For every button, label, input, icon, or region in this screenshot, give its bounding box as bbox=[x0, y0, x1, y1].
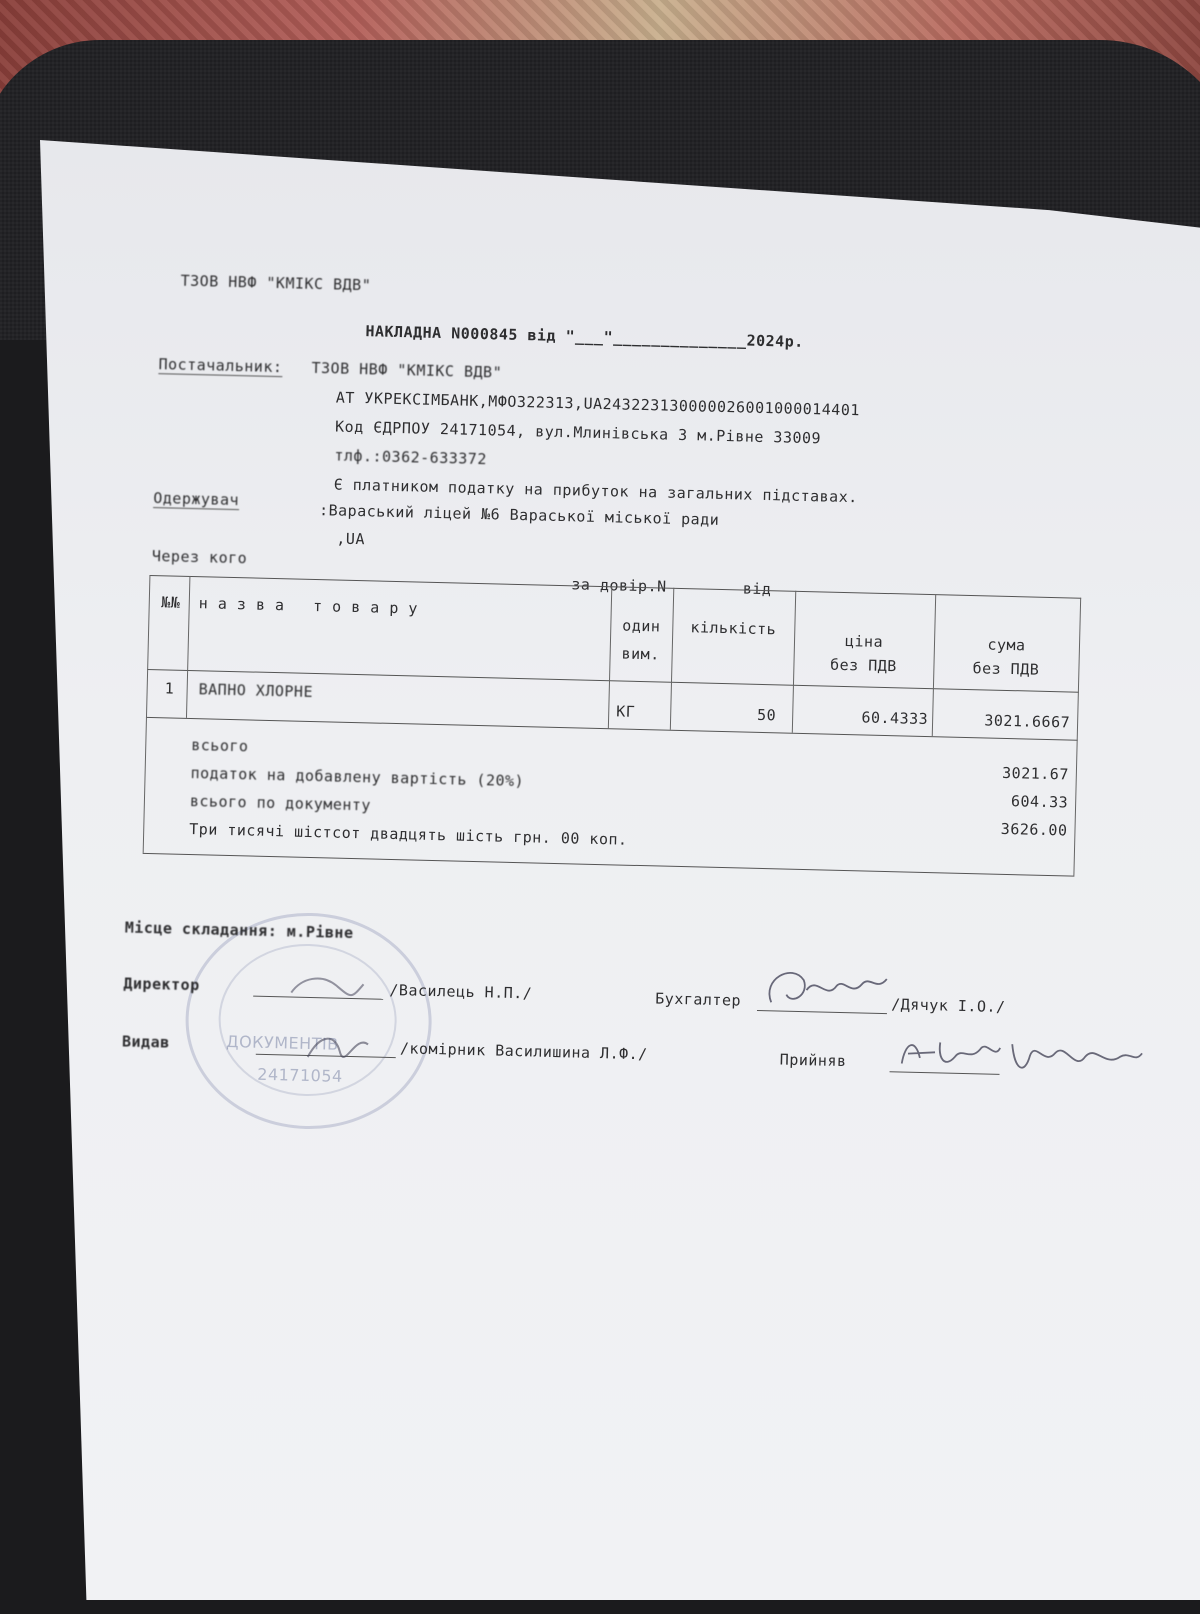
header-unit-2: вим. bbox=[621, 644, 660, 664]
director-signature bbox=[291, 978, 363, 996]
row-unit: КГ bbox=[616, 702, 636, 721]
header-price-2: без ПДВ bbox=[829, 655, 898, 676]
accepted-label: Прийняв bbox=[779, 1050, 847, 1071]
accountant-signature bbox=[769, 972, 887, 1005]
vat-label: податок на добавлену вартість (20%) bbox=[190, 764, 525, 791]
issued-signature bbox=[308, 1038, 368, 1058]
accepted-signature bbox=[902, 1042, 1142, 1071]
row-price: 60.4333 bbox=[861, 708, 929, 729]
director-name: /Василець Н.П./ bbox=[389, 980, 533, 1003]
via-label: Через кого bbox=[151, 547, 248, 568]
supplier-tax-note: Є платником податку на прибуток на загальних підставах. bbox=[333, 475, 858, 507]
subtotal-value: 3021.67 bbox=[1001, 763, 1070, 784]
recipient-country: ,UA bbox=[336, 529, 366, 549]
director-label: Директор bbox=[123, 974, 200, 995]
supplier-bank: АТ УКРЕКСІМБАНК,МФО322313,UA243223130000026001000014401 bbox=[335, 388, 861, 420]
recipient-name: :Вараський ліцей №6 Вараської міської ради bbox=[318, 501, 720, 529]
seal-code: 24171054 bbox=[257, 1064, 343, 1086]
row-num: 1 bbox=[164, 679, 175, 698]
header-qty: кількість bbox=[690, 618, 777, 639]
seal-text: ДОКУМЕНТІВ bbox=[225, 1031, 339, 1054]
row-sum: 3021.6667 bbox=[984, 711, 1071, 732]
vat-value: 604.33 bbox=[1010, 792, 1069, 812]
total-in-words: Три тисячі шістсот двадцять шість грн. 00 коп. bbox=[189, 820, 628, 849]
header-unit-1: один bbox=[622, 616, 661, 636]
total-label: всього по документу bbox=[189, 792, 372, 815]
accountant-label: Бухгалтер bbox=[655, 989, 742, 1010]
supplier-label: Постачальник: bbox=[158, 355, 283, 377]
header-price-1: ціна bbox=[844, 631, 884, 651]
invoice-title: НАКЛАДНА N000845 від "___"______________2024р. bbox=[365, 322, 804, 351]
header-sum-1: сума bbox=[987, 635, 1026, 655]
header-name: н а з в а т о в а р у bbox=[198, 594, 419, 618]
issued-label: Видав bbox=[121, 1032, 170, 1052]
subtotal-label: всього bbox=[191, 736, 249, 756]
total-value: 3626.00 bbox=[1000, 819, 1068, 840]
accountant-name: /Дячук І.О./ bbox=[890, 995, 1006, 1017]
row-name: ВАПНО ХЛОРНЕ bbox=[198, 680, 314, 702]
row-qty: 50 bbox=[756, 705, 777, 725]
header-sum-2: без ПДВ bbox=[972, 659, 1040, 679]
company-name: ТЗОВ НВФ "КМІКС ВДВ" bbox=[180, 271, 372, 295]
supplier-code-address: Код ЄДРПОУ 24171054, вул.Млинівська 3 м.Рівне 33009 bbox=[334, 417, 822, 448]
place-of-issue: Місце складання: м.Рівне bbox=[124, 918, 354, 943]
issued-name: /комірник Василишина Л.Ф./ bbox=[399, 1039, 648, 1064]
supplier-name: ТЗОВ НВФ "КМІКС ВДВ" bbox=[311, 358, 503, 382]
supplier-phone: тлф.:0362-633372 bbox=[334, 446, 488, 469]
recipient-label: Одержувач bbox=[153, 489, 240, 510]
power-of-attorney: за довір.N від bbox=[571, 575, 772, 599]
header-num: №№ bbox=[161, 593, 181, 612]
